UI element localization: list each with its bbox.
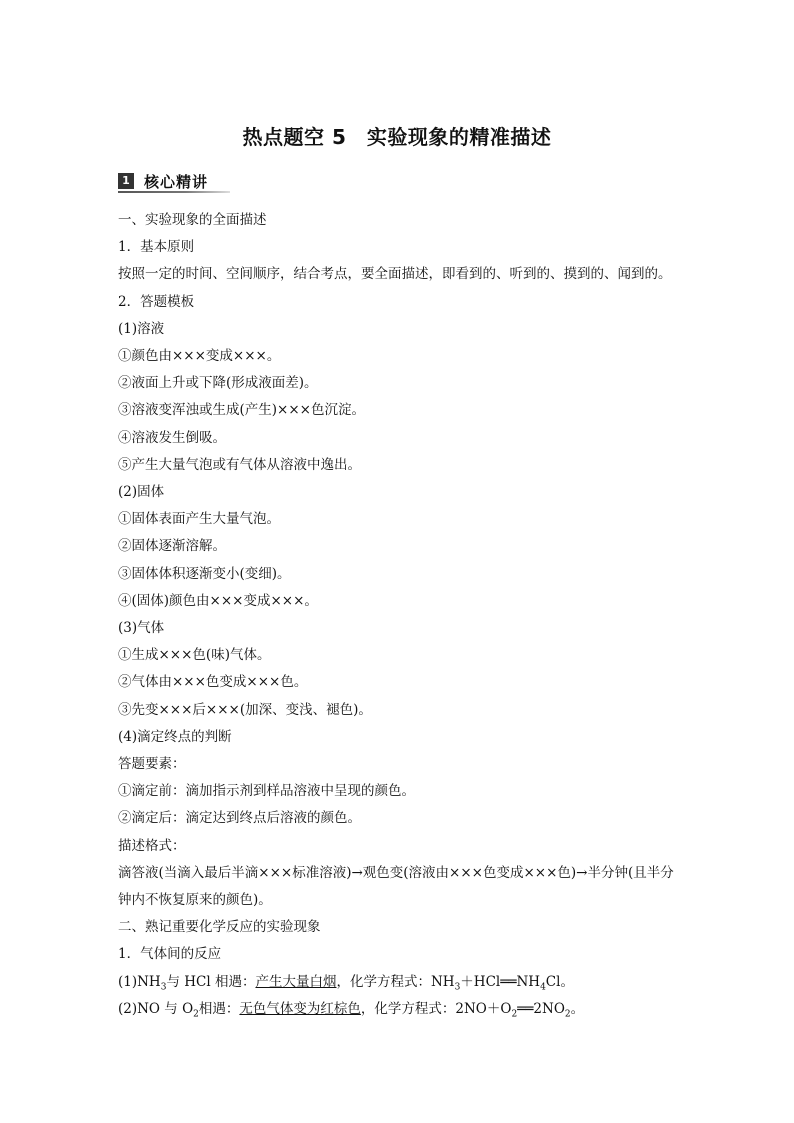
- list-item: ②滴定后：滴定达到终点后溶液的颜色。: [118, 810, 361, 827]
- list-item: ②固体逐渐溶解。: [118, 538, 226, 555]
- subheading-gas-reactions: 1．气体间的反应: [118, 946, 222, 963]
- heading-part-1: 一、实验现象的全面描述: [118, 212, 267, 228]
- list-item: ①滴定前：滴加指示剂到样品溶液中呈现的颜色。: [118, 783, 415, 800]
- category-titration-endpoint: (4)滴定终点的判断: [118, 728, 232, 745]
- subheading-basic-principle: 1．基本原则: [118, 239, 195, 256]
- list-item: ③溶液变浑浊或生成(产生)×××色沉淀。: [118, 402, 365, 419]
- list-item: ②气体由×××色变成×××色。: [118, 674, 308, 691]
- list-item: ④溶液发生倒吸。: [118, 429, 226, 446]
- list-item: ③固体体积逐渐变小(变细)。: [118, 565, 291, 582]
- section-underline: [118, 191, 230, 193]
- list-item: ①固体表面产生大量气泡。: [118, 511, 280, 528]
- phenomenon-text: 产生大量白烟: [255, 973, 337, 990]
- list-item: ⑤产生大量气泡或有气体从溶液中逸出。: [118, 456, 361, 473]
- list-item: ②液面上升或下降(形成液面差)。: [118, 375, 318, 392]
- heading-part-2: 二、熟记重要化学反应的实验现象: [118, 919, 321, 936]
- category-gas: (3)气体: [118, 620, 165, 637]
- document-body: [118, 207, 684, 1023]
- reaction-no-o2: (2)NO 与 $O_2$相遇：无色气体变为红棕色，化学方程式：$2NO+O_2══2NO_2$。: [118, 1000, 585, 1020]
- section-heading: [118, 170, 230, 192]
- list-item: ①生成×××色(味)气体。: [118, 647, 271, 664]
- list-item: ③先变×××后×××(加深、变浅、褪色)。: [118, 701, 372, 718]
- category-solid: (2)固体: [118, 484, 165, 501]
- reaction-nh3-hcl: $(1)NH_3$与 HCl 相遇：产生大量白烟，化学方程式：$NH_3+HCl══NH_4Cl$。: [118, 973, 574, 993]
- paragraph-principle: 按照一定的时间、空间顺序，结合考点，要全面描述，即看到的、听到的、摸到的、闻到的。: [118, 266, 672, 283]
- phenomenon-text: 无色气体变为红棕色: [239, 1000, 361, 1017]
- category-solution: (1)溶液: [118, 320, 165, 337]
- page-title: 热点题空 5 实验现象的精准描述: [242, 125, 552, 149]
- section-number-badge: 1: [118, 173, 134, 189]
- label-description-format: 描述格式：: [118, 837, 186, 854]
- list-item: ①颜色由×××变成×××。: [118, 348, 281, 365]
- section-label: 核心精讲: [144, 173, 209, 191]
- paragraph-description-format: 滴答液(当滴入最后半滴×××标准溶液)→观色变(溶液由×××色变成×××色)→半分钟(且半分钟内不恢复原来的颜色)。: [118, 864, 674, 909]
- subheading-answer-template: 2．答题模板: [118, 293, 195, 310]
- list-item: ④(固体)颜色由×××变成×××。: [118, 592, 318, 609]
- label-answer-elements: 答题要素：: [118, 756, 186, 773]
